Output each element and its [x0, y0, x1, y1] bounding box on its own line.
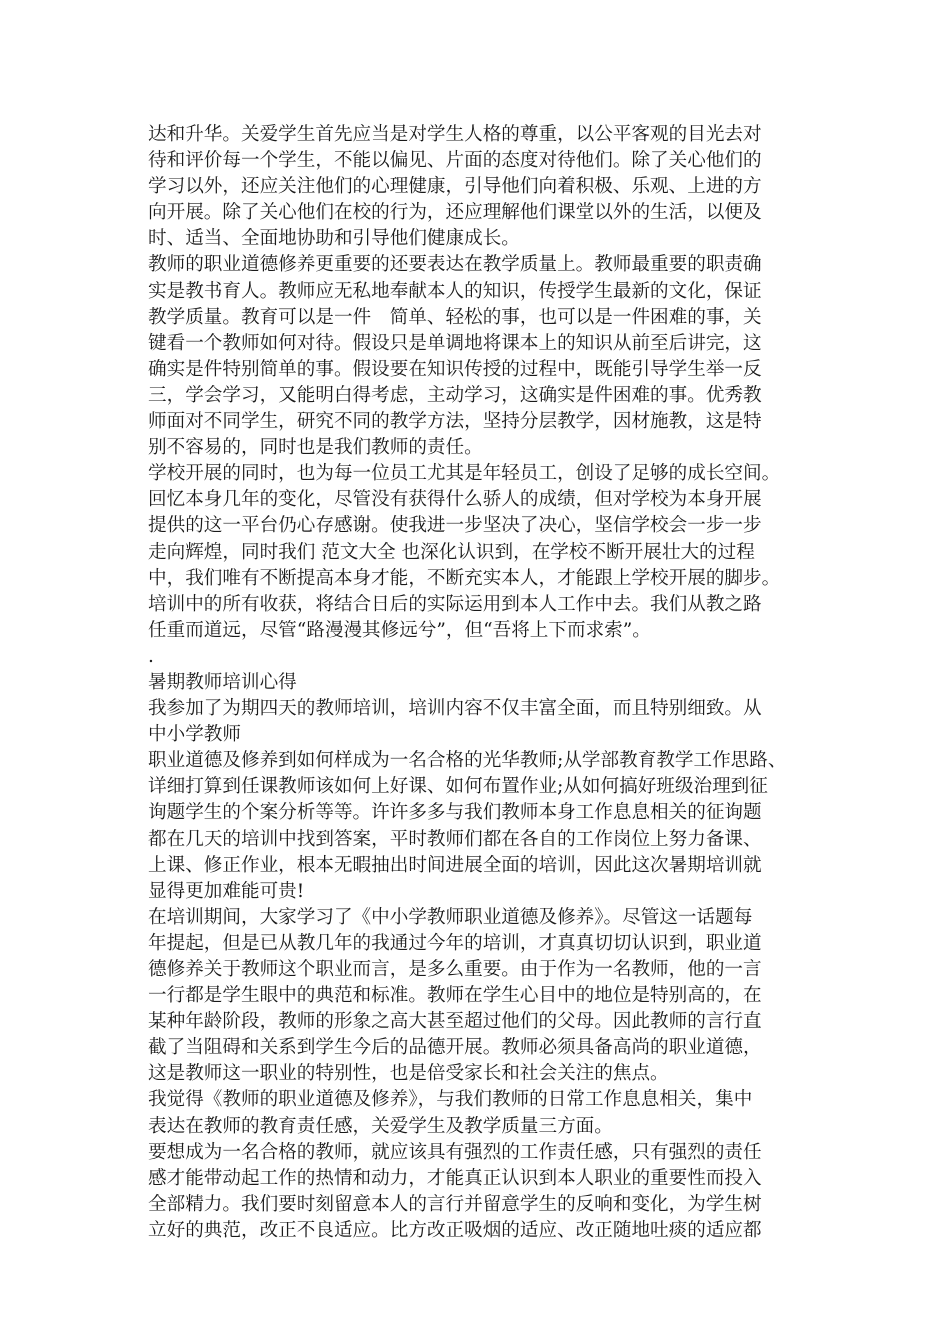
text-line: 教学质量。教育可以是一件 简单、轻松的事，也可以是一件困难的事，关: [148, 306, 762, 328]
text-line: 三，学会学习，又能明白得考虑，主动学习，这确实是件困难的事。优秀教: [148, 384, 762, 406]
text-line: 全部精力。我们要时刻留意本人的言行并留意学生的反响和变化，为学生树: [148, 1193, 762, 1215]
text-line: 键看一个教师如何对待。假设只是单调地将课本上的知识从前至后讲完，这: [148, 332, 762, 354]
text-line: 师面对不同学生，研究不同的教学方法，坚持分层教学，因材施教，这是特: [148, 411, 762, 433]
text-line: 时、适当、全面地协助和引导他们健康成长。: [148, 228, 520, 250]
text-line: 提供的这一平台仍心存感谢。使我进一步坚决了决心，坚信学校会一步一步: [148, 515, 762, 537]
text-line: 上课、修正作业，根本无暇抽出时间进展全面的培训，因此这次暑期培训就: [148, 854, 762, 876]
text-line: 中小学教师: [148, 724, 241, 746]
text-line: 待和评价每一个学生，不能以偏见、片面的态度对待他们。除了关心他们的: [148, 150, 762, 172]
text-line: 德修养关于教师这个职业而言，是多么重要。由于作为一名教师，他的一言: [148, 959, 762, 980]
text-line: 我觉得《教师的职业道德及修养》，与我们教师的日常工作息息相关，集中: [148, 1089, 753, 1111]
text-line: 走向辉煌，同时我们 范文大全 也深化认识到，在学校不断开展壮大的过程: [148, 541, 755, 563]
text-line: 要想成为一名合格的教师，就应该具有强烈的工作责任感，只有强烈的责任: [148, 1141, 762, 1163]
text-line: 回忆本身几年的变化，尽管没有获得什么骄人的成绩，但对学校为本身开展: [148, 489, 762, 511]
text-line: 任重而道远，尽管“路漫漫其修远兮”，但“吾将上下而求索”。: [148, 619, 651, 641]
text-line: 学校开展的同时，也为每一位员工尤其是年轻员工，创设了足够的成长空间。: [148, 463, 781, 485]
text-line: 询题学生的个案分析等等。许许多多与我们教师本身工作息息相关的征询题: [148, 802, 762, 824]
text-line: 一行都是学生眼中的典范和标准。教师在学生心目中的地位是特别高的，在: [148, 985, 762, 1007]
text-line: 培训中的所有收获，将结合日后的实际运用到本人工作中去。我们从教之路: [148, 593, 762, 615]
document-body: [148, 122, 808, 1244]
text-line: 向开展。除了关心他们在校的行为，还应理解他们课堂以外的生活，以便及: [148, 202, 762, 224]
text-line: 表达在教师的教育责任感，关爱学生及教学质量三方面。: [148, 1115, 613, 1137]
text-line: 立好的典范，改正不良适应。比方改正吸烟的适应、改正随地吐痰的适应都: [148, 1219, 762, 1241]
text-line: 达和升华。关爱学生首先应当是对学生人格的尊重，以公平客观的目光去对: [148, 124, 762, 145]
text-line: 在培训期间，大家学习了《中小学教师职业道德及修养》。尽管这一话题每: [148, 906, 753, 928]
text-line: 显得更加难能可贵!: [148, 880, 305, 902]
text-line: 截了当阻碍和关系到学生今后的品德开展。教师必须具备高尚的职业道德，: [148, 1037, 762, 1059]
text-line: 详细打算到任课教师该如何上好课、如何布置作业;从如何搞好班级治理到征: [148, 776, 768, 798]
text-line: 年提起，但是已从教几年的我通过今年的培训，才真真切切认识到，职业道: [148, 932, 762, 954]
text-line: 我参加了为期四天的教师培训，培训内容不仅丰富全面，而且特别细致。从: [148, 698, 762, 720]
text-line: 中，我们唯有不断提高本身才能，不断充实本人，才能跟上学校开展的脚步。: [148, 567, 781, 589]
text-line: 学习以外，还应关注他们的心理健康，引导他们向着积极、乐观、上进的方: [148, 176, 762, 198]
text-line: 别不容易的，同时也是我们教师的责任。: [148, 437, 483, 459]
text-line: 都在几天的培训中找到答案，平时教师们都在各自的工作岗位上努力备课、: [148, 828, 762, 850]
text-line: .: [148, 645, 154, 667]
text-line: 实是教书育人。教师应无私地奉献本人的知识，传授学生最新的文化，保证: [148, 280, 762, 302]
text-line: 教师的职业道德修养更重要的还要表达在教学质量上。教师最重要的职责确: [148, 254, 762, 276]
text-line: 确实是件特别简单的事。假设要在知识传授的过程中，既能引导学生举一反: [148, 358, 762, 380]
text-line: 职业道德及修养到如何样成为一名合格的光华教师;从学部教育教学工作思路、: [148, 750, 787, 772]
text-line: 暑期教师培训心得: [148, 671, 297, 693]
text-line: 这是教师这一职业的特别性，也是倍受家长和社会关注的焦点。: [148, 1063, 669, 1085]
text-line: 某种年龄阶段，教师的形象之高大甚至超过他们的父母。因此教师的言行直: [148, 1011, 762, 1033]
text-line: 感才能带动起工作的热情和动力，才能真正认识到本人职业的重要性而投入: [148, 1167, 762, 1189]
